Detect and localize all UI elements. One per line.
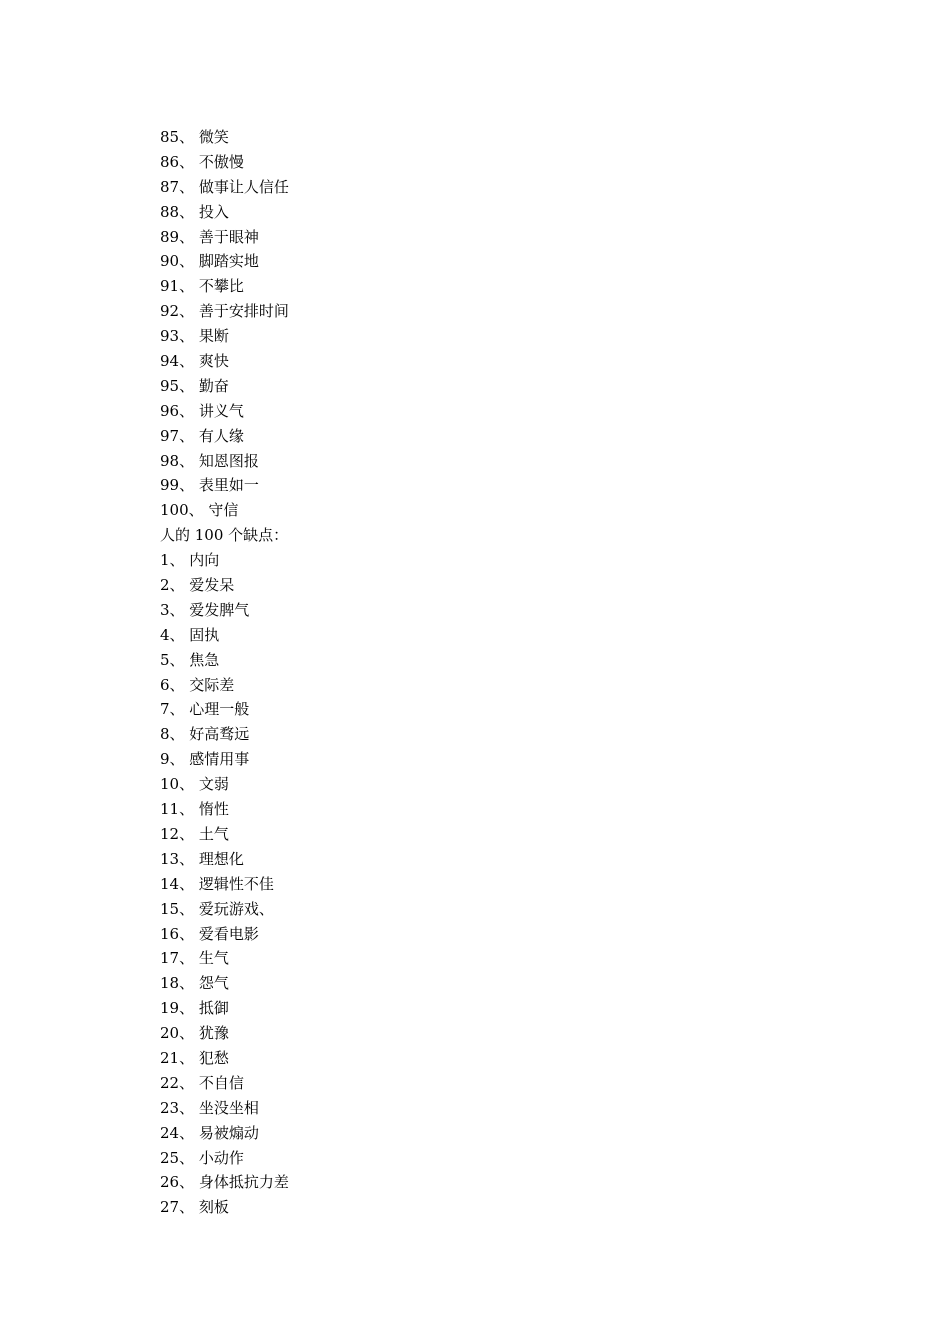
list-item: 94、 爽快 bbox=[160, 352, 229, 371]
list-item: 99、 表里如一 bbox=[160, 476, 259, 495]
list-item: 16、 爱看电影 bbox=[160, 924, 259, 943]
list-item: 17、 生气 bbox=[160, 949, 229, 968]
list-item: 85、 微笑 bbox=[160, 128, 229, 146]
list-item: 7、 心理一般 bbox=[160, 700, 250, 719]
list-item: 91、 不攀比 bbox=[160, 277, 244, 296]
list-item: 19、 抵御 bbox=[160, 999, 229, 1018]
section-heading: 人的 100 个缺点： bbox=[160, 526, 289, 545]
list-item: 6、 交际差 bbox=[160, 675, 235, 694]
list-item: 87、 做事让人信任 bbox=[160, 177, 289, 196]
list-item: 27、 刻板 bbox=[160, 1198, 229, 1217]
list-item: 14、 逻辑性不佳 bbox=[160, 874, 274, 893]
list-item: 2、 爱发呆 bbox=[160, 576, 235, 595]
list-item: 8、 好高骛远 bbox=[160, 725, 250, 744]
list-item: 11、 惰性 bbox=[160, 800, 229, 819]
list-item: 23、 坐没坐相 bbox=[160, 1098, 259, 1117]
text-list bbox=[160, 125, 289, 1220]
list-item: 96、 讲义气 bbox=[160, 401, 244, 420]
list-item: 26、 身体抵抗力差 bbox=[160, 1173, 289, 1192]
list-item: 22、 不自信 bbox=[160, 1073, 244, 1092]
list-item: 92、 善于安排时间 bbox=[160, 302, 289, 321]
list-item: 98、 知恩图报 bbox=[160, 451, 259, 470]
list-item: 1、 内向 bbox=[160, 551, 220, 570]
list-item: 86、 不傲慢 bbox=[160, 152, 244, 171]
list-item: 5、 焦急 bbox=[160, 650, 220, 669]
list-item: 88、 投入 bbox=[160, 202, 229, 221]
list-item: 9、 感情用事 bbox=[160, 750, 250, 769]
list-item: 95、 勤奋 bbox=[160, 376, 229, 395]
list-item: 15、 爱玩游戏、 bbox=[160, 899, 274, 918]
list-item: 90、 脚踏实地 bbox=[160, 252, 259, 271]
list-item: 10、 文弱 bbox=[160, 775, 229, 794]
list-item: 4、 固执 bbox=[160, 625, 220, 644]
list-item: 24、 易被煽动 bbox=[160, 1123, 259, 1142]
list-item: 100、 守信 bbox=[160, 501, 239, 520]
list-item: 3、 爱发脾气 bbox=[160, 600, 250, 619]
list-item: 89、 善于眼神 bbox=[160, 227, 259, 246]
list-item: 12、 土气 bbox=[160, 824, 229, 843]
list-item: 13、 理想化 bbox=[160, 849, 244, 868]
list-item: 93、 果断 bbox=[160, 327, 229, 346]
list-item: 18、 怨气 bbox=[160, 974, 229, 993]
list-item: 21、 犯愁 bbox=[160, 1048, 229, 1067]
list-item: 25、 小动作 bbox=[160, 1148, 244, 1167]
list-item: 20、 犹豫 bbox=[160, 1024, 229, 1043]
list-item: 97、 有人缘 bbox=[160, 426, 244, 445]
